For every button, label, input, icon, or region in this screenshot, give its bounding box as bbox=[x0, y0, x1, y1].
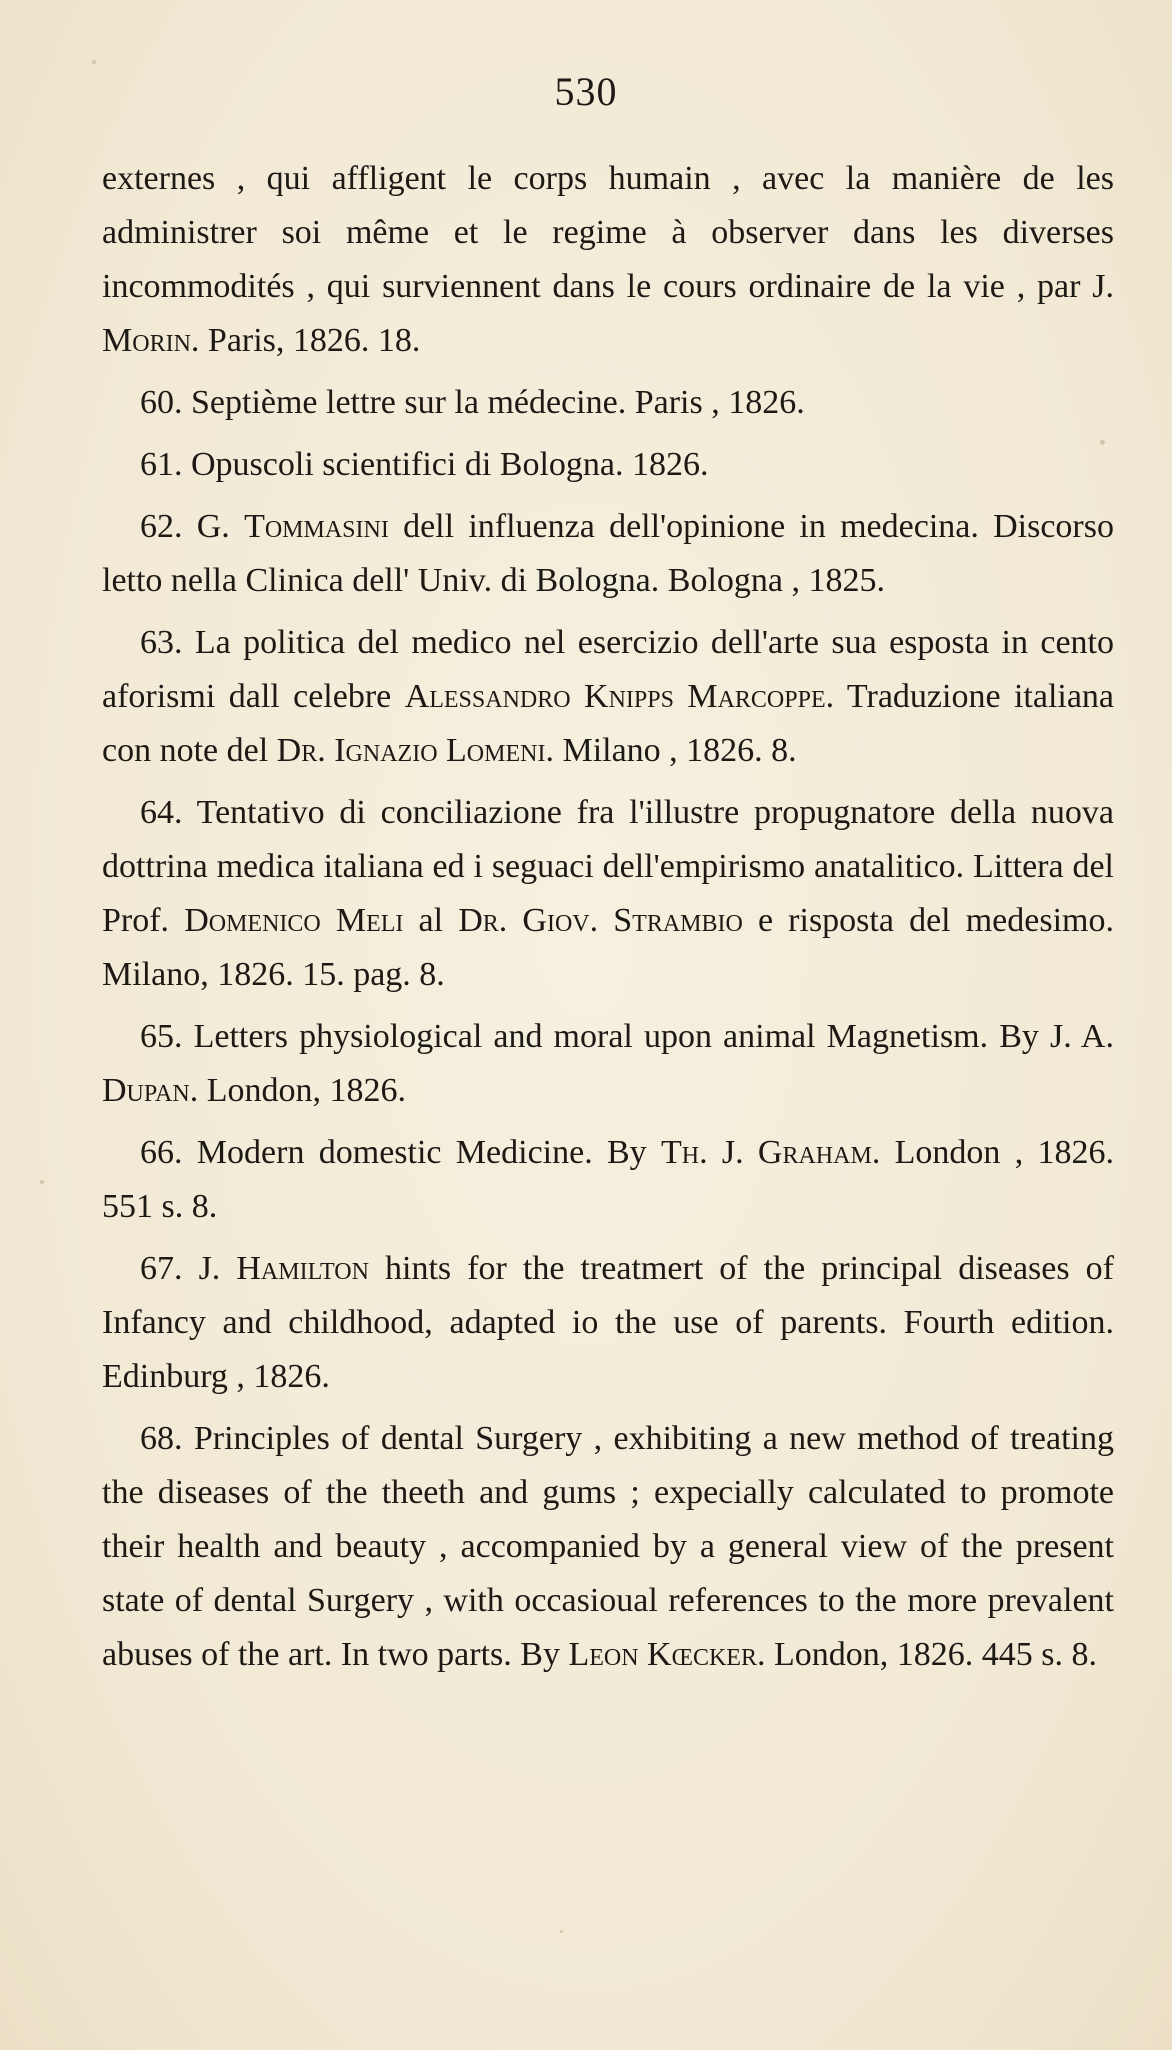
author-name: Th. J. Graham bbox=[660, 1134, 872, 1171]
entry-continuation bbox=[102, 152, 1114, 368]
entry-text: 63. La politica del medico nel esercizio dell'arte sua esposta in cento aforismi dall celebre bbox=[102, 624, 1114, 715]
entry-text: 66. Modern domestic Medicine. By bbox=[140, 1134, 661, 1171]
entry-text: dell influenza dell'opinione in medecina. Discorso letto nella Clinica dell' Univ. di Bologna. Bologna , 1825. bbox=[102, 508, 1114, 599]
entry-63 bbox=[102, 616, 1114, 778]
entry-text: 65. Letters physiological and moral upon animal Magnetism. By J. A. bbox=[140, 1018, 1114, 1055]
entry-65 bbox=[102, 1010, 1114, 1118]
bibliography-list bbox=[102, 152, 1114, 1690]
entry-64 bbox=[102, 786, 1114, 1002]
paper-speck bbox=[92, 60, 96, 64]
entry-text: 67. J. bbox=[140, 1250, 237, 1287]
entry-62 bbox=[102, 500, 1114, 608]
entry-61: 61. Opuscoli scientifici di Bologna. 1826. bbox=[140, 446, 709, 483]
entry-text: e risposta del medesimo. Milano, 1826. 15. pag. 8. bbox=[102, 902, 1114, 993]
entry-text: . Paris, 1826. 18. bbox=[190, 322, 421, 359]
entry-text: 68. Principles of dental Surgery , exhibiting a new method of treating the diseases of the theeth and gums ; expecially calculated to promote their health and beauty , accompanied by a general view of the present state of dental Surgery , with occasioual references to the more prevalent abuses of the art. In two parts. By bbox=[102, 1420, 1114, 1673]
entry-text: . London, 1826. 445 s. 8. bbox=[756, 1636, 1097, 1673]
entry-text: externes , qui affligent le corps humain , avec la manière de les administrer soi même et le regime à observer dans les diverses incommodités , qui surviennent dans le cours ordinaire de la vie , par J. bbox=[102, 160, 1114, 305]
author-name: Alessandro Knipps Marcoppe bbox=[404, 678, 826, 715]
entry-text: 62. G. bbox=[140, 508, 245, 545]
paper-speck bbox=[40, 1180, 44, 1184]
entry-text: . Milano , 1826. 8. bbox=[545, 732, 797, 769]
entry-67 bbox=[102, 1242, 1114, 1404]
author-name: Domenico Meli bbox=[184, 902, 404, 939]
paper-speck bbox=[560, 1930, 563, 1933]
entry-68 bbox=[102, 1412, 1114, 1682]
recipient-name: Dr. Giov. Strambio bbox=[458, 902, 743, 939]
entry-text: . London, 1826. bbox=[189, 1072, 406, 1109]
entry-text: . London , 1826. 551 s. 8. bbox=[102, 1134, 1114, 1225]
author-name: Hamilton bbox=[236, 1250, 369, 1287]
entry-text: 64. Tentativo di conciliazione fra l'illustre propugnatore della nuova dottrina medica italiana ed i seguaci dell'empirismo anatalitico. Littera del Prof. bbox=[102, 794, 1114, 939]
translator-name: Dr. Ignazio Lomeni bbox=[276, 732, 546, 769]
author-name: Tommasini bbox=[244, 508, 389, 545]
author-name: Morin bbox=[102, 322, 191, 359]
entry-text: al bbox=[403, 902, 459, 939]
entry-text: . Traduzione italiana con note del bbox=[102, 678, 1115, 769]
author-name: Leon Kœcker bbox=[568, 1636, 757, 1673]
entry-60: 60. Septième lettre sur la médecine. Paris , 1826. bbox=[140, 384, 805, 421]
entry-text: hints for the treatmert of the principal diseases of Infancy and childhood, adapted io the use of parents. Fourth edition. Edinburg , 1826. bbox=[102, 1250, 1114, 1395]
page-number: 530 bbox=[554, 69, 618, 114]
author-name: Dupan bbox=[102, 1072, 190, 1109]
entry-66 bbox=[102, 1126, 1114, 1234]
